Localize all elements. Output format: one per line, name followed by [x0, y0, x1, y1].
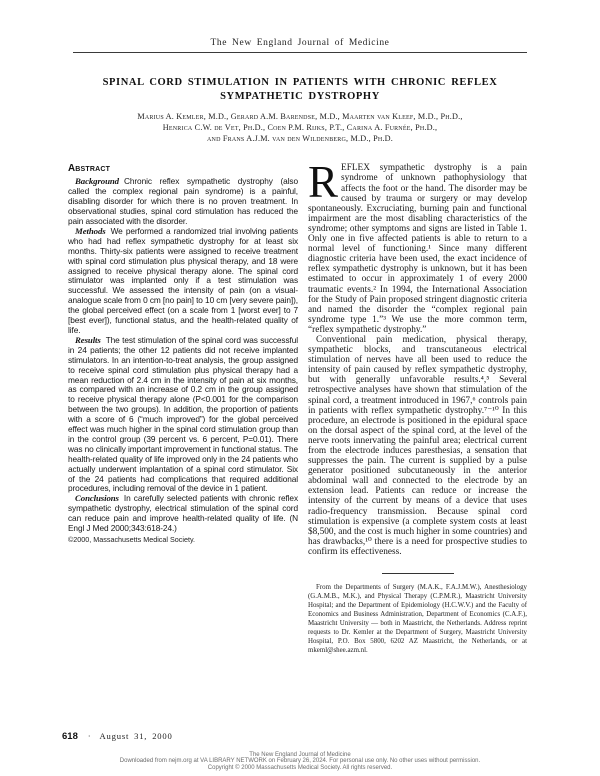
- masthead-rule: [73, 52, 527, 53]
- masthead: [0, 0, 600, 53]
- content-columns: [68, 157, 527, 655]
- abstract-conclusions-paragraph: [68, 494, 298, 534]
- footer-date: August 31, 2000: [99, 731, 173, 741]
- abstract-heading: Abstract: [68, 163, 111, 175]
- abstract-conclusions-label: Conclusions: [75, 493, 119, 504]
- footnote-divider: [382, 573, 454, 574]
- article-title-line-2: SYMPATHETIC DYSTROPHY: [220, 90, 380, 102]
- copyright-note: ©2000, Massachusetts Medical Society.: [68, 535, 196, 545]
- intro-paragraph-2: Conventional pain medication, physical therapy, sympathetic blocks, and transcutaneous electrical stimulation of nerves have all been used to reduce the intensity of pain caused by reflex sympathetic dystrophy, but with generally unfavorable results.⁴,⁵ Several retrospective analyses have shown that stimulation of the spinal cord, a treatment introduced in 1967,⁶ controls pain in patients with reflex sympathetic dystrophy.⁷⁻¹⁰ In this procedure, an electrode is positioned in the epidural space on the dorsal aspect of the spinal cord, at the level of the nerve roots innervating the painful area; electrical current from the electrode induces paresthesias, a sensation that suppresses the pain. The current is supplied by a pulse generator positioned subcutaneously in the anterior abdominal wall and connected to the electrode by an extension lead. Patients can reduce or increase the intensity of the current by means of a device that uses radio-frequency transmission. Because spinal cord stimulation is expensive (a complete system costs at least $8,500, and the cost is much higher in some countries) and has drawbacks,¹⁰ there is a need for prospective studies to confirm its effectiveness.: [308, 334, 527, 557]
- page-footer: [62, 731, 173, 742]
- author-line-3: and Frans A.J.M. van den Wildenberg, M.D., Ph.D.: [207, 133, 393, 143]
- abstract-background-paragraph: [68, 177, 298, 227]
- byline: [0, 112, 600, 144]
- author-line-1: Marius A. Kemler, M.D., Gerard A.M. Barendse, M.D., Maarten van Kleef, M.D., Ph.D.,: [137, 112, 463, 121]
- affiliation-note: From the Departments of Surgery (M.A.K., F.A.J.M.W.), Anesthesiology (G.A.M.B., M.K.), and Physical Therapy (C.P.M.R.), Maastricht University Hospital; and the Department of Epidemiology (H.C.W.V.) and the Faculty of Economics and Business Administration, Department of Economics (C.A.F.), Maastricht University — both in Maastricht, the Netherlands. Address reprint requests to Dr. Kemler at the Department of Surgery, Maastricht University Hospital, P.O. Box 5800, 6202 AZ Maastricht, the Netherlands, or at mkeml@shee.azm.nl.: [308, 584, 527, 655]
- page-number: 618: [62, 731, 78, 742]
- download-notice-line-2: Downloaded from nejm.org at VA LIBRARY NETWORK on February 26, 2024. For personal use only. No other uses without permission.: [119, 758, 481, 765]
- download-notice-line-1: The New England Journal of Medicine: [249, 752, 351, 758]
- footer-separator: ·: [87, 732, 91, 741]
- intro-paragraph-1-text: EFLEX sympathetic dystrophy is a pain syndrome of unknown pathophysiology that affects the foot or the hand. The disorder may be caused by trauma or surgery or may develop spontaneously. Excruciating, burning pain and functional impairment are the most disabling characteristics of the syndrome; other symptoms and signs are listed in Table 1. Only one in five affected patients is able to return to a normal level of functioning.¹ Since many different diagnostic criteria have been used, the exact incidence of reflex sympathetic dystrophy is unknown, but it has been estimated to occur in approximately 1 of every 2000 traumatic events.² In 1994, the International Association for the Study of Pain proposed stringent diagnostic criteria and named the disorder the “complex regional pain syndrome type 1.”³ We use the more common term, “reflex sympathetic dystrophy.”: [308, 163, 527, 335]
- article-title-line-1: SPINAL CORD STIMULATION IN PATIENTS WITH CHRONIC REFLEX: [102, 77, 498, 88]
- abstract-methods-text: We performed a randomized trial involving patients who had had reflex sympathetic dystrophy for at least six months. Thirty-six patients were assigned to receive treatment with spinal cord stimulation plus physical therapy, and 18 were assigned to receive physical therapy alone. The spinal cord stimulator was implanted only if a test stimulation was successful. We assessed the intensity of pain (on a visual-analogue scale from 0 cm [no pain] to 10 cm [very severe pain]), the global perceived effect (on a scale from 1 [worst ever] to 7 [best ever]), functional status, and the health-related quality of life.: [68, 225, 298, 335]
- download-notice-line-3: Copyright © 2000 Massachusetts Medical Society. All rights reserved.: [207, 764, 393, 771]
- abstract-results-paragraph: [68, 336, 298, 495]
- intro-paragraph-1: [308, 157, 527, 335]
- article-title: [0, 76, 600, 103]
- drop-cap: R: [308, 157, 339, 208]
- download-notice: [0, 752, 600, 771]
- abstract-results-text: The test stimulation of the spinal cord was successful in 24 patients; the other 12 patients did not receive implanted stimulators. In an intention-to-treat analysis, the group assigned to receive spinal cord stimulation plus physical therapy had a mean reduction of 2.4 cm in the intensity of pain at six months, as compared with an increase of 0.2 cm in the group assigned to receive physical therapy alone (P<0.001 for the comparison between the two groups). In addition, the proportion of patients with a score of 6 (“much improved”) for the global perceived effect was much higher in the spinal cord stimulation group than in the control group (39 percent vs. 6 percent, P=0.01). There was no clinically important improvement in functional status. The health-related quality of life improved only in the 24 patients who actually underwent implantation of a spinal cord stimulator. Six of the 24 patients had complications that required additional procedures, including removal of the device in 1 patient.: [68, 334, 298, 494]
- abstract-background-text: Chronic reflex sympathetic dystrophy (also called the complex regional pain syndrome) is a painful, disabling disorder for which there is no proven treatment. In observational studies, spinal cord stimulation has reduced the pain associated with the disorder.: [68, 176, 298, 227]
- journal-name: The New England Journal of Medicine: [210, 38, 390, 48]
- abstract-methods-paragraph: [68, 227, 298, 336]
- abstract-methods-label: Methods: [75, 225, 106, 236]
- author-line-2: Henrica C.W. de Vet, Ph.D., Coen P.M. Rijks, P.T., Carina A. Furnée, Ph.D.,: [162, 122, 438, 132]
- introduction-column: [308, 157, 527, 655]
- abstract-background-label: Background: [75, 176, 119, 187]
- abstract-conclusions-text: In carefully selected patients with chronic reflex sympathetic dystrophy, electrical stimulation of the spinal cord can reduce pain and improve health-related quality of life. (N Engl J Med 2000;343:618-24.): [68, 493, 298, 534]
- abstract-column: [68, 163, 298, 655]
- abstract-results-label: Results: [75, 334, 101, 345]
